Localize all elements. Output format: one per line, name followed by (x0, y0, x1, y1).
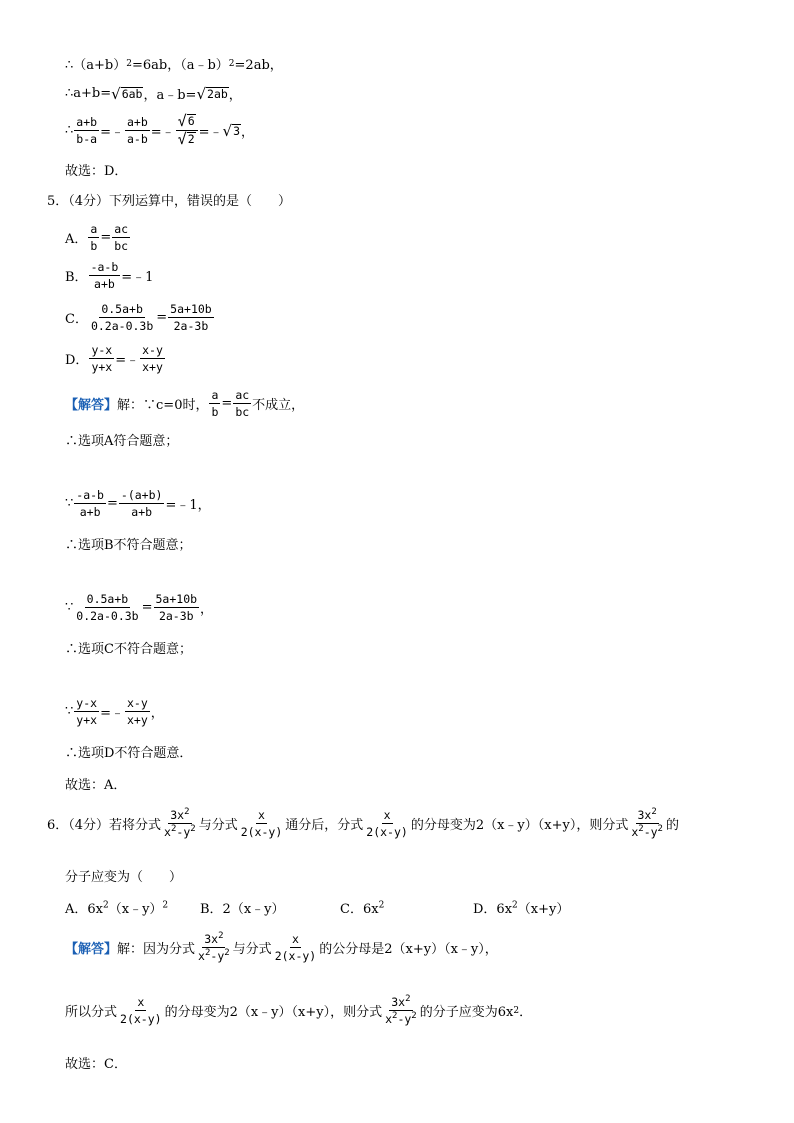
q5-option-d (65, 343, 166, 374)
fraction (273, 932, 319, 963)
text: =6ab，（a﹣b） (131, 58, 229, 73)
sqrt: √ 2ab (196, 84, 228, 103)
option-label: C． (65, 312, 88, 327)
fraction (74, 115, 99, 146)
q6-answer (65, 1053, 127, 1072)
denominator: bc (114, 239, 129, 253)
option-label: D． (65, 353, 89, 368)
text: ∴a+b= (65, 86, 112, 101)
answer-line (65, 160, 127, 179)
numerator: 0.5a+b (86, 592, 129, 606)
q5-option-c (65, 302, 215, 333)
text: ． (519, 1005, 533, 1020)
text: =﹣ (115, 353, 140, 368)
denominator: x+y (142, 360, 163, 374)
denominator: 2(x-y) (120, 1012, 162, 1026)
numerator: a+b (126, 115, 148, 129)
denominator (383, 1011, 419, 1026)
fraction (125, 115, 150, 146)
fraction (233, 388, 251, 419)
fraction (74, 488, 106, 519)
q5-option-a (65, 222, 131, 253)
denominator (162, 824, 198, 839)
solution-line-3 (65, 114, 254, 147)
text: 3x (204, 932, 219, 946)
fraction (383, 995, 419, 1026)
fraction (125, 696, 150, 727)
text: ∴选项A符合题意； (65, 434, 179, 449)
text: = (141, 600, 153, 615)
denominator: 0.2a-0.3b (76, 609, 139, 623)
question-6-stem-2 (65, 866, 182, 885)
fraction (74, 592, 140, 623)
denominator: bc (235, 405, 250, 419)
exponent: 2 (204, 948, 211, 959)
fraction (209, 388, 220, 419)
question-6-stem (47, 808, 679, 839)
exponent: 2 (224, 948, 230, 959)
denominator: a+b (79, 505, 101, 519)
text: ∴选项D不符合题意． (65, 746, 193, 761)
q5-solution-line-6 (65, 638, 192, 657)
numerator: x (258, 808, 265, 822)
q6-solution-line-2: 所以分式 $\frac{x}{2(x-y)}$ 的分母变为2（x﹣y）（x+y），则分式 $\frac{3x^2}{x^2-y^2}$ 的分子应变为6x 2 ． (65, 994, 533, 1026)
numerator: a+b (76, 115, 98, 129)
q5-solution-line-4 (65, 534, 192, 553)
exponent: 2 (378, 900, 385, 911)
solution-tag: 【解答】 (65, 398, 118, 413)
exponent: 2 (103, 900, 109, 911)
numerator: x-y (142, 343, 163, 357)
fraction (364, 808, 410, 839)
exponent: 2 (405, 994, 411, 1005)
solution-tag: 【解答】 (65, 942, 118, 957)
q6-option-d (473, 898, 569, 917)
text: = (100, 230, 112, 245)
denominator: a-b (126, 132, 148, 146)
text: -y (210, 949, 225, 963)
text: = (156, 310, 168, 325)
exponent: 2 (657, 824, 663, 835)
fraction (89, 343, 114, 374)
sqrt: √ 2 (177, 130, 195, 148)
question-text: 6．（4分）若将分式 (47, 818, 162, 833)
exponent: 2 (170, 824, 177, 835)
solution-line-1: ∴（a+b） 2 =6ab，（a﹣b） 2 =2ab， (65, 54, 283, 73)
numerator (636, 808, 659, 824)
fraction (112, 222, 130, 253)
text: ∵ (65, 496, 74, 511)
text: ∵ (65, 704, 74, 719)
text: ∵ (65, 600, 74, 615)
q5-solution-line-2 (65, 430, 178, 449)
numerator: x (383, 808, 391, 822)
text: ， (150, 706, 164, 721)
text: 解：∵c=0时， (117, 398, 209, 413)
text: = (221, 396, 233, 411)
q5-solution-line-1 (65, 388, 304, 419)
numerator: 5a+10b (155, 592, 198, 606)
numerator: y-x (76, 696, 98, 710)
denominator: a+b (131, 505, 153, 519)
option-text: B．2（x﹣y） (200, 902, 285, 917)
text: x (631, 825, 639, 839)
text: 的分母变为2（x﹣y）（x+y），则分式 (164, 1005, 383, 1020)
numerator (389, 995, 412, 1011)
text: -y (397, 1012, 412, 1026)
text: x (385, 1012, 393, 1026)
numerator: x-y (126, 696, 148, 710)
q5-solution-line-3 (65, 488, 211, 519)
fraction (89, 260, 121, 291)
text: 所以分式 (65, 1005, 118, 1020)
fraction (168, 302, 214, 333)
numerator (202, 932, 225, 948)
text: x (164, 825, 171, 839)
option-text: A．6x (65, 902, 103, 917)
exponent: 2 (184, 807, 190, 818)
text: ∴（a+b） (65, 58, 127, 73)
radicand: 6 (187, 114, 195, 128)
exponent: 2 (651, 807, 657, 818)
q6-option-b (200, 898, 285, 917)
numerator: ac (235, 388, 250, 402)
denominator: b-a (76, 132, 98, 146)
q6-solution-line-1 (65, 932, 498, 963)
solution-line-2 (65, 84, 242, 103)
text: ， (228, 88, 242, 103)
question-text: 通分后，分式 (285, 818, 364, 833)
radicand: 2ab (207, 86, 228, 101)
numerator: 5a+10b (170, 302, 212, 316)
denominator: 0.2a-0.3b (90, 319, 154, 333)
option-text: （x+y） (517, 902, 570, 917)
text: -y (643, 825, 658, 839)
q5-option-b (65, 260, 153, 291)
denominator: 2(x-y) (274, 949, 317, 963)
text: 故选：D． (65, 164, 128, 179)
text: ， (200, 602, 214, 617)
numerator: -a-b (90, 260, 119, 274)
text: 的分子应变为6x (419, 1005, 514, 1020)
numerator: ac (114, 222, 129, 236)
exponent: 2 (411, 1011, 417, 1022)
denominator (629, 824, 665, 839)
text: =﹣ (100, 125, 124, 140)
denominator: y+x (91, 360, 113, 374)
option-text: （x﹣y） (108, 902, 163, 917)
question-5-stem (47, 190, 291, 209)
fraction (118, 995, 164, 1026)
text: ∴选项C不符合题意； (65, 642, 192, 657)
text: 故选：C． (65, 1057, 127, 1072)
text: ， (241, 125, 255, 140)
text: 与分式 (232, 942, 272, 957)
text: 3x (170, 808, 185, 822)
text: x (198, 949, 205, 963)
numerator: -a-b (76, 488, 104, 502)
option-label: A． (65, 232, 88, 247)
exponent: 2 (392, 1011, 398, 1022)
numerator: a (211, 388, 219, 402)
question-text: 与分式 (198, 818, 238, 833)
exponent: 2 (638, 824, 644, 835)
fraction (176, 114, 198, 147)
denominator: b (90, 239, 98, 253)
denominator (196, 948, 232, 963)
fraction (162, 808, 198, 839)
sqrt: √ 3 (222, 121, 241, 140)
text: = (106, 496, 118, 511)
numerator: y-x (91, 343, 113, 357)
text: 3x (637, 808, 652, 822)
denominator: b (211, 405, 219, 419)
fraction (74, 696, 99, 727)
denominator: a+b (94, 277, 115, 291)
option-text: D．6x (473, 902, 513, 917)
text: =﹣ (100, 706, 124, 721)
exponent: 2 (218, 931, 224, 942)
denominator: 2a-3b (158, 609, 194, 623)
denominator: x+y (126, 713, 148, 727)
q5-solution-line-5 (65, 592, 213, 623)
numerator (168, 808, 191, 824)
text: 不成立， (252, 398, 305, 413)
exponent: 2 (162, 900, 169, 911)
numerator: x (291, 932, 299, 946)
numerator (176, 114, 198, 131)
text: 解：因为分式 (117, 942, 196, 957)
denominator: y+x (76, 713, 98, 727)
question-text: 的分母变为2（x﹣y）（x+y），则分式 (410, 818, 629, 833)
numerator: 0.5a+b (101, 302, 143, 316)
denominator: 2(x-y) (240, 825, 283, 839)
text: 的公分母是2（x+y）（x﹣y）， (319, 942, 498, 957)
text: =﹣1 (121, 270, 154, 285)
radicand: 2 (187, 132, 195, 146)
text: =﹣ (198, 125, 223, 140)
option-label: B． (65, 270, 88, 285)
fraction (140, 343, 165, 374)
fraction (196, 932, 232, 963)
fraction (89, 302, 155, 333)
denominator (176, 131, 198, 147)
fraction (154, 592, 200, 623)
numerator: -(a+b) (120, 488, 163, 502)
q6-option-c (340, 898, 384, 917)
sqrt: √ 6ab (111, 84, 143, 103)
text: ∴ (65, 123, 74, 138)
text: ，a﹣b= (143, 88, 197, 103)
text: =2ab， (234, 58, 283, 73)
numerator: a (90, 222, 98, 236)
question-text: 5．（4分）下列运算中，错误的是（ ） (47, 194, 292, 209)
question-text: 分子应变为（ ） (65, 870, 183, 885)
q5-solution-line-7 (65, 696, 164, 727)
denominator: 2(x-y) (366, 825, 408, 839)
text: 故选：A． (65, 778, 127, 793)
fraction (88, 222, 99, 253)
exponent: 2 (190, 824, 196, 835)
text: ∴选项B不符合题意； (65, 538, 192, 553)
text: 3x (391, 995, 406, 1009)
option-text: C．6x (340, 902, 379, 917)
numerator: x (137, 995, 145, 1009)
q5-solution-line-8 (65, 742, 192, 761)
radicand: 6ab (121, 86, 143, 101)
sqrt: √ 6 (177, 112, 195, 130)
fraction (239, 808, 285, 839)
text: =﹣ (150, 125, 175, 140)
question-text: 的 (665, 818, 679, 833)
exponent: 2 (512, 900, 518, 911)
denominator: 2a-3b (173, 319, 209, 333)
q5-answer (65, 774, 126, 793)
radicand: 3 (233, 123, 241, 138)
fraction (629, 808, 665, 839)
text: -y (176, 825, 191, 839)
fraction (119, 488, 165, 519)
q6-option-a (65, 898, 168, 917)
text: =﹣1， (165, 498, 211, 513)
